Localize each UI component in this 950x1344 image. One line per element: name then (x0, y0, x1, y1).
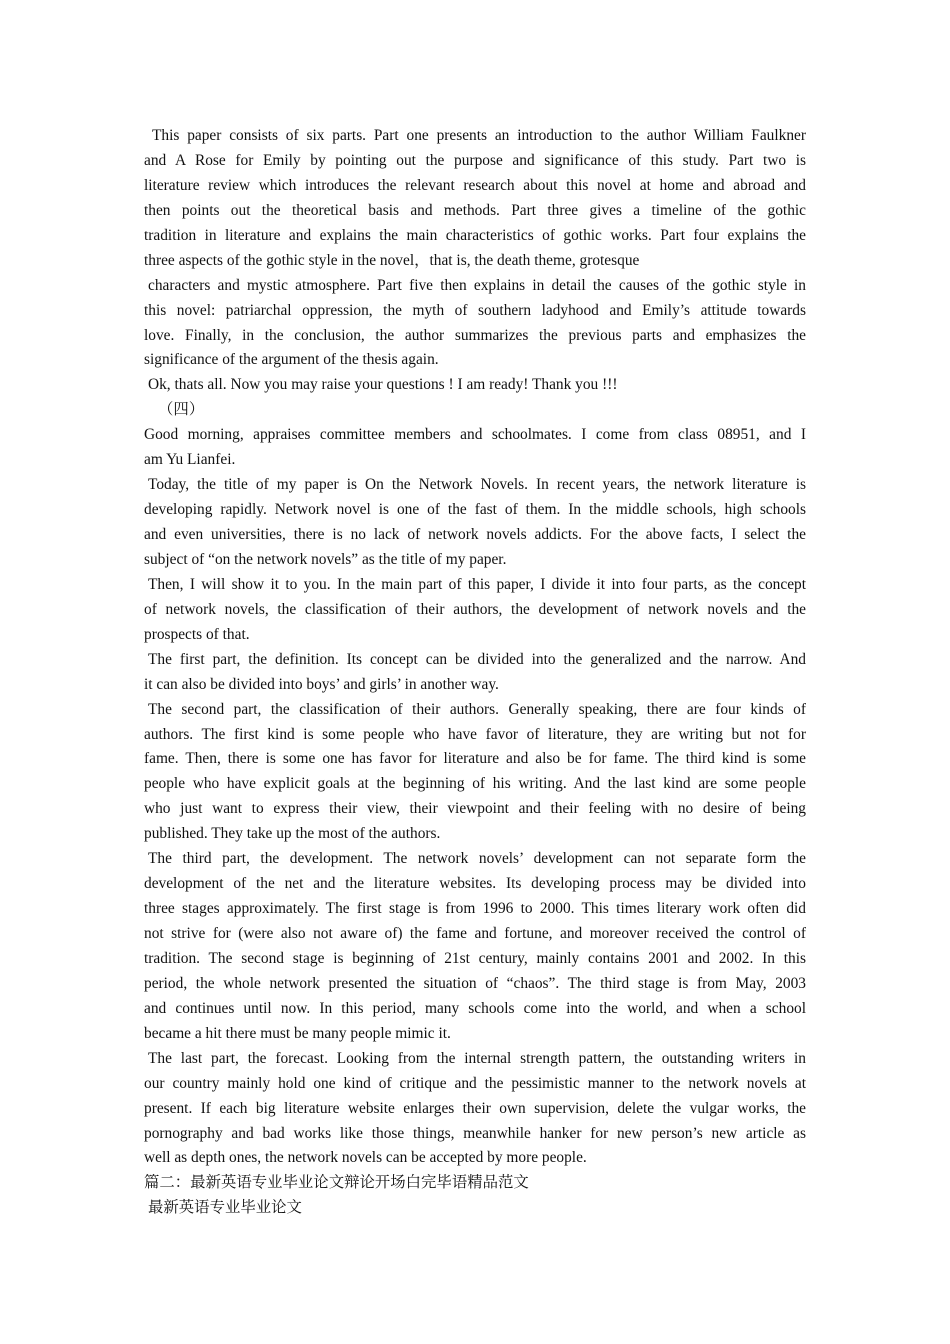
text-line: present. If each big literature website enlarges their own supervision, delete the vulgar works, the (144, 1099, 806, 1117)
text-line: （四） (158, 401, 205, 419)
text-line: three aspects of the gothic style in the novel，that is, the death theme, grotesque (144, 251, 640, 269)
text-line: Ok, thats all. Now you may raise your questions ! I am ready! Thank you !!! (148, 376, 618, 394)
text-line: Then, I will show it to you. In the main part of this paper, I divide it into four parts, as the concept (148, 575, 806, 593)
text-line: period, the whole network presented the situation of “chaos”. The third stage is from May, 2003 (144, 974, 806, 992)
text-line: The second part, the classification of their authors. Generally speaking, there are four kinds of (148, 700, 806, 718)
text-line: literature review which introduces the relevant research about this novel at home and abroad and (144, 176, 806, 194)
text-line: not strive for (were also not aware of) the fame and fortune, and moreover received the control of (144, 925, 806, 942)
text-line: became a hit there must be many people mimic it. (144, 1024, 451, 1042)
text-line: people who have explicit goals at the beginning of his writing. And the last kind are some people (144, 775, 806, 793)
text-line: who just want to express their view, their viewpoint and their feeling with no desire of being (144, 800, 806, 818)
text-line: 最新英语专业毕业论文 (148, 1199, 302, 1217)
text-line: published. They take up the most of the authors. (144, 825, 441, 843)
text-line: The first part, the definition. Its concept can be divided into the generalized and the narrow. And (148, 650, 806, 668)
document-page (144, 124, 806, 1221)
text-line: and even universities, there is no lack of network novels addicts. For the above facts, I select the (144, 526, 806, 543)
text-line: am Yu Lianfei. (144, 451, 236, 469)
text-line: developing rapidly. Network novel is one of the fast of them. In the middle schools, high schools (144, 501, 806, 519)
text-line: this novel: patriarchal oppression, the myth of southern ladyhood and Emily’s attitude towards (144, 301, 806, 319)
text-line: pornography and bad works like those things, meanwhile hanker for new person’s new article as (144, 1124, 806, 1142)
text-line: love. Finally, in the conclusion, the author summarizes the previous parts and emphasizes the (144, 326, 806, 344)
text-line: and A Rose for Emily by pointing out the purpose and significance of this study. Part two is (144, 151, 806, 169)
text-line: fame. Then, there is some one has favor for literature and also be for fame. The third kind is some (144, 750, 806, 768)
text-line: authors. The first kind is some people who have favor of literature, they are writing but not for (144, 725, 806, 743)
text-line: The third part, the development. The network novels’ development can not separate form the (148, 850, 806, 868)
text-line: of network novels, the classification of their authors, the development of network novels and the (144, 600, 806, 618)
text-line: tradition. The second stage is beginning of 21st century, mainly contains 2001 and 2002. In this (144, 949, 806, 967)
text-line: prospects of that. (144, 625, 250, 643)
text-line: it can also be divided into boys’ and girls’ in another way. (144, 675, 499, 693)
text-line: then points out the theoretical basis and methods. Part three gives a timeline of the gothic (144, 201, 806, 219)
text-line: Good morning, appraises committee members and schoolmates. I come from class 08951, and I (144, 426, 806, 444)
text-line: Today, the title of my paper is On the Network Novels. In recent years, the network literature is (148, 476, 806, 494)
text-line: This paper consists of six parts. Part one presents an introduction to the author William Faulkner (152, 127, 806, 144)
text-line: characters and mystic atmosphere. Part five then explains in detail the causes of the gothic style in (148, 276, 806, 294)
text-line: three stages approximately. The first stage is from 1996 to 2000. This times literary work often did (144, 900, 806, 918)
text-line: our country mainly hold one kind of critique and the pessimistic manner to the network novels at (144, 1074, 806, 1092)
text-line: The last part, the forecast. Looking from the internal strength pattern, the outstanding writers in (148, 1049, 806, 1067)
text-line: significance of the argument of the thesis again. (144, 351, 439, 369)
text-line: and continues until now. In this period, many schools come into the world, and when a school (144, 999, 806, 1017)
text-line: tradition in literature and explains the main characteristics of gothic works. Part four explains the (144, 226, 806, 244)
text-line: well as depth ones, the network novels can be accepted by more people. (144, 1149, 587, 1167)
text-line: 篇二：最新英语专业毕业论文辩论开场白完毕语精品范文 (144, 1174, 529, 1192)
text-line: subject of “on the network novels” as the title of my paper. (144, 550, 507, 568)
text-line: development of the net and the literature websites. Its developing process may be divided into (144, 875, 806, 893)
